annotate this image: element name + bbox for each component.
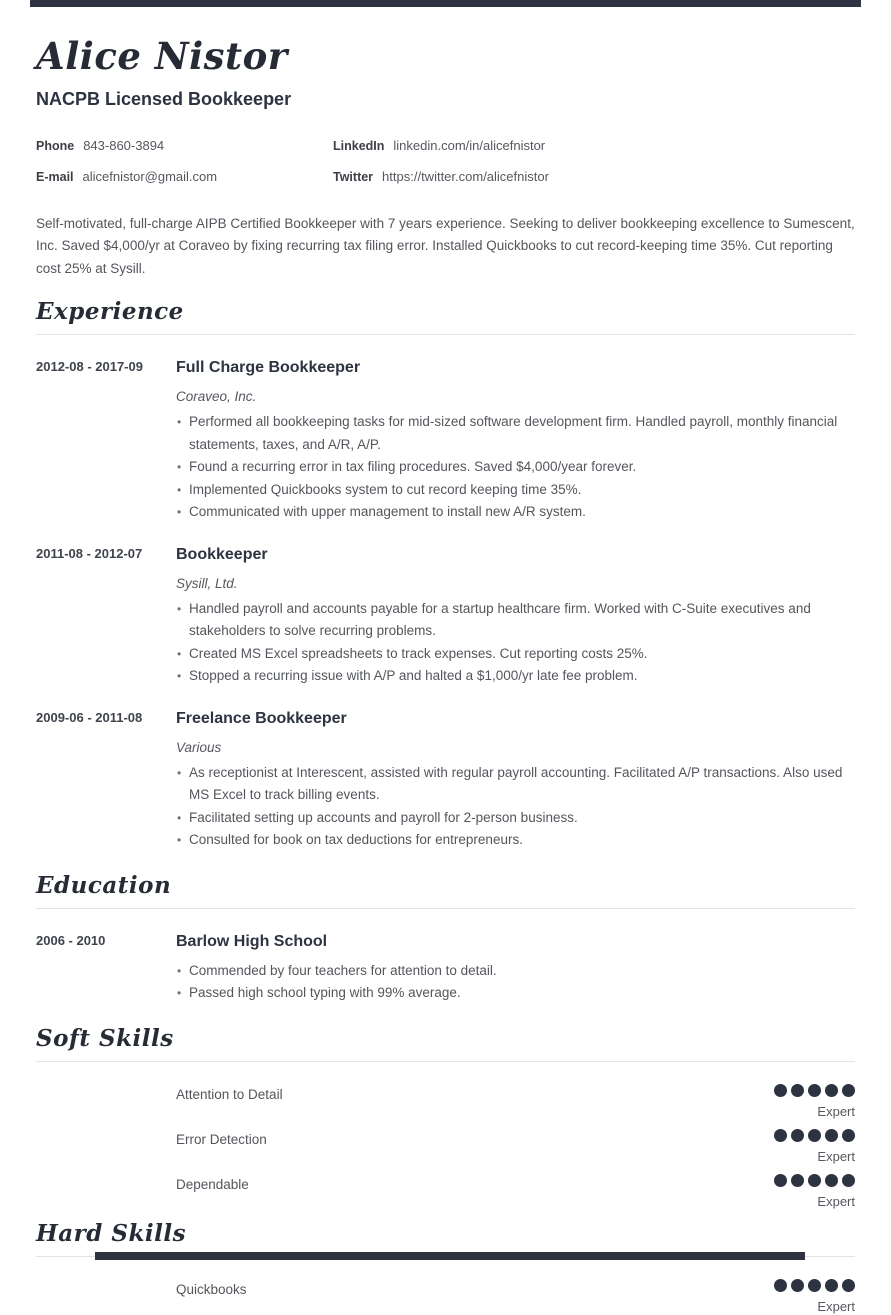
- rating-dot: [791, 1084, 804, 1097]
- contact-label: E-mail: [36, 169, 74, 184]
- soft-skills-list: [36, 1062, 855, 1210]
- bullet-list: [176, 598, 855, 688]
- entry-body: [176, 931, 855, 1005]
- bullet-item: • Communicated with upper management to install new A/R system.: [176, 501, 855, 524]
- skill-level-label: Expert: [817, 1298, 855, 1314]
- rating-dot: [825, 1174, 838, 1187]
- entry: [36, 708, 855, 852]
- rating-dots: [774, 1084, 855, 1097]
- bullet-item: • Facilitated setting up accounts and payroll for 2-person business.: [176, 807, 855, 830]
- section-heading-education: Education: [36, 871, 172, 899]
- entry-company: Sysill, Ltd.: [176, 575, 238, 591]
- contact-item-twitter: [333, 167, 855, 187]
- entry-dates: 2012-08 - 2017-09: [36, 359, 143, 375]
- entry-title: Freelance Bookkeeper: [176, 709, 347, 727]
- skill-rating: [774, 1129, 855, 1165]
- entry-company: Various: [176, 739, 222, 755]
- section-hard-skills: [36, 1220, 855, 1315]
- rating-dot: [825, 1279, 838, 1292]
- bullet-item: • Created MS Excel spreadsheets to track expenses. Cut reporting costs 25%.: [176, 643, 855, 666]
- bullet-list: [176, 411, 855, 524]
- skill-level-label: Expert: [817, 1193, 855, 1209]
- skill-level-label: Expert: [817, 1148, 855, 1164]
- bullet-item: • Commended by four teachers for attention to detail.: [176, 960, 855, 983]
- skill-rating: [774, 1174, 855, 1210]
- rating-dots: [774, 1279, 855, 1292]
- experience-entries: [36, 335, 855, 852]
- entry: [36, 357, 855, 524]
- rating-dot: [808, 1174, 821, 1187]
- contact-section: [36, 136, 855, 187]
- rating-dot: [808, 1084, 821, 1097]
- bullet-item: • Handled payroll and accounts payable for a startup healthcare firm. Worked with C-Suite executives and stakeholders to solve recurring problems.: [176, 598, 855, 643]
- entry-company: Coraveo, Inc.: [176, 389, 257, 405]
- bullet-item: • Performed all bookkeeping tasks for mid-sized software development firm. Handled payroll, monthly financial statements, taxes, and A/R, A/P.: [176, 411, 855, 456]
- skill-row: [36, 1174, 855, 1210]
- rating-dot: [825, 1084, 838, 1097]
- skill-rating: [774, 1084, 855, 1120]
- section-soft-skills: [36, 1025, 855, 1210]
- bullet-item: • As receptionist at Interescent, assisted with regular payroll accounting. Facilitated A/P transactions. Also used MS Excel to track billing events.: [176, 762, 855, 807]
- entry-body: [176, 544, 855, 688]
- rating-dot: [842, 1174, 855, 1187]
- rating-dot: [808, 1279, 821, 1292]
- contact-item-phone: [36, 136, 333, 156]
- contact-item-linkedin: [333, 136, 855, 156]
- section-education: [36, 872, 855, 1005]
- contact-label: Twitter: [333, 169, 374, 184]
- skill-name: Dependable: [176, 1176, 249, 1192]
- entry-body: [176, 708, 855, 852]
- entry-title: Full Charge Bookkeeper: [176, 359, 361, 377]
- contact-label: Phone: [36, 138, 75, 153]
- bullet-item: • Found a recurring error in tax filing procedures. Saved $4,000/year forever.: [176, 456, 855, 479]
- person-name: Alice Nistor: [36, 34, 288, 78]
- rating-dot: [825, 1129, 838, 1142]
- professional-title: NACPB Licensed Bookkeeper: [36, 88, 292, 109]
- section-heading-soft-skills: Soft Skills: [36, 1024, 174, 1052]
- rating-dot: [842, 1084, 855, 1097]
- education-entries: [36, 909, 855, 1005]
- bullet-item: • Implemented Quickbooks system to cut record keeping time 35%.: [176, 479, 855, 502]
- skill-name: Error Detection: [176, 1131, 267, 1147]
- section-experience: [36, 298, 855, 852]
- contact-value: linkedin.com/in/alicefnistor: [393, 137, 546, 153]
- rating-dots: [774, 1129, 855, 1142]
- entry-dates: 2009-06 - 2011-08: [36, 709, 143, 725]
- skill-row: [36, 1129, 855, 1165]
- entry-dates: 2006 - 2010: [36, 932, 106, 948]
- summary-paragraph: Self-motivated, full-charge AIPB Certified Bookkeeper with 7 years experience. Seeking to deliver bookkeeping excellence to Sumescent, Inc. Saved $4,000/yr at Coraveo by fixing recurring tax filing error. Installed Quickbooks to cut record-keeping time 35%. Cut reporting cost 25% at Sysill.: [36, 215, 855, 276]
- contact-value: https://twitter.com/alicefnistor: [382, 168, 549, 184]
- entry-body: [176, 357, 855, 524]
- rating-dot: [791, 1129, 804, 1142]
- skill-name: Quickbooks: [176, 1281, 247, 1297]
- contact-value: alicefnistor@gmail.com: [82, 168, 218, 184]
- contact-label: LinkedIn: [333, 138, 385, 153]
- hard-skills-list: [36, 1257, 855, 1315]
- entry: [36, 931, 855, 1005]
- entry-title: Barlow High School: [176, 932, 328, 950]
- bullet-item: • Passed high school typing with 99% average.: [176, 982, 855, 1005]
- bullet-item: • Stopped a recurring issue with A/P and halted a $1,000/yr late fee problem.: [176, 665, 855, 688]
- rating-dot: [791, 1174, 804, 1187]
- bullet-list: [176, 960, 855, 1005]
- rating-dot: [842, 1279, 855, 1292]
- entry-title: Bookkeeper: [176, 545, 268, 563]
- rating-dot: [791, 1279, 804, 1292]
- skill-rating: [774, 1279, 855, 1315]
- skill-level-label: Expert: [817, 1103, 855, 1119]
- top-accent-bar: [30, 0, 861, 7]
- rating-dot: [774, 1174, 787, 1187]
- skill-name: Attention to Detail: [176, 1086, 283, 1102]
- bullet-item: • Consulted for book on tax deductions for entrepreneurs.: [176, 829, 855, 852]
- contact-value: 843-860-3894: [83, 137, 165, 153]
- rating-dot: [808, 1129, 821, 1142]
- bullet-list: [176, 762, 855, 852]
- section-heading-hard-skills: Hard Skills: [36, 1219, 187, 1247]
- entry: [36, 544, 855, 688]
- entry-dates: 2011-08 - 2012-07: [36, 545, 143, 561]
- rating-dot: [774, 1084, 787, 1097]
- contact-item-email: [36, 167, 333, 187]
- rating-dot: [774, 1129, 787, 1142]
- skill-row: [36, 1279, 855, 1315]
- rating-dots: [774, 1174, 855, 1187]
- section-heading-experience: Experience: [36, 298, 184, 326]
- rating-dot: [774, 1279, 787, 1292]
- skill-row: [36, 1084, 855, 1120]
- bottom-accent-bar: [95, 1252, 805, 1260]
- rating-dot: [842, 1129, 855, 1142]
